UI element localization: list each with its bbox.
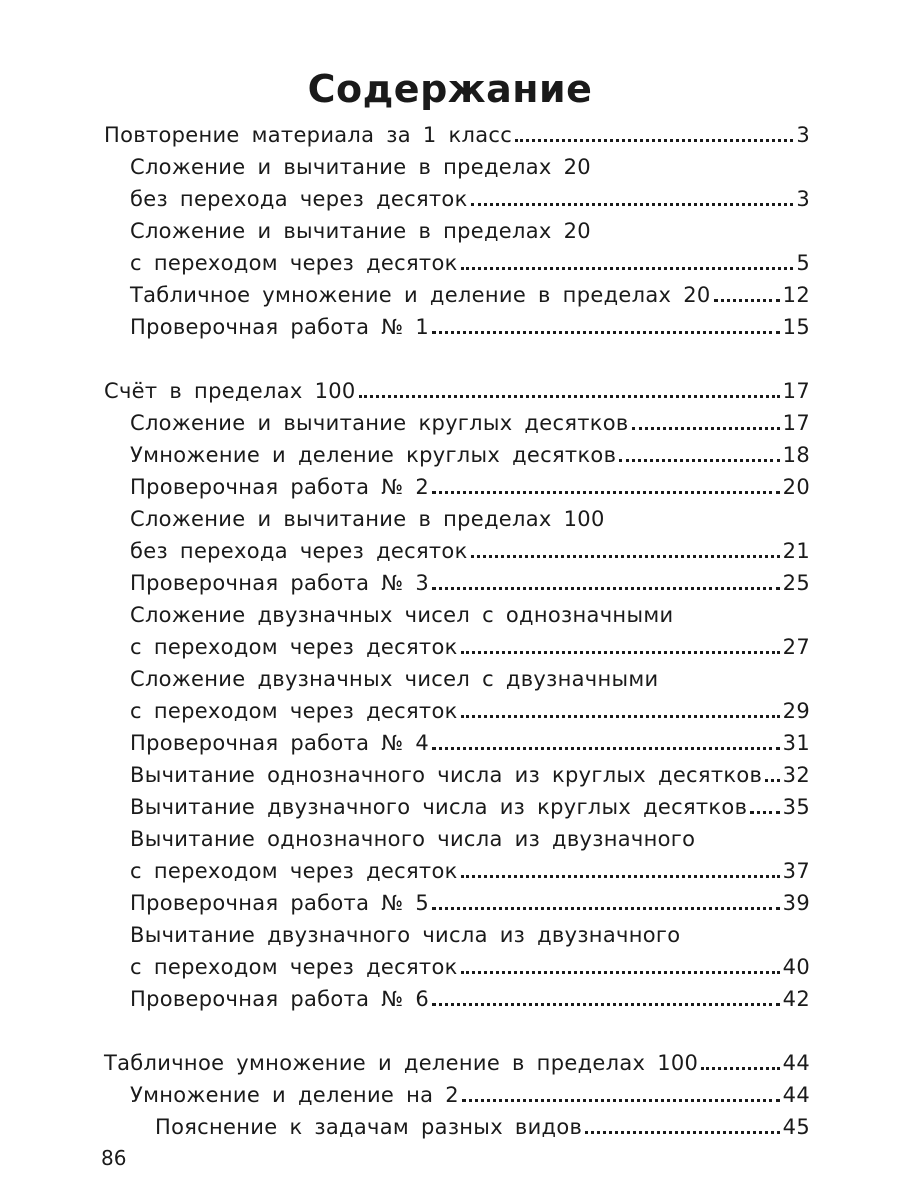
toc-entry	[130, 662, 810, 692]
toc-entry-page: 27	[782, 635, 810, 659]
toc-entry-title: Проверочная работа № 3	[130, 571, 430, 595]
toc-entry-title: Проверочная работа № 1	[130, 315, 430, 339]
toc-entry	[130, 278, 810, 308]
toc-entry	[130, 150, 810, 180]
toc-entry-page: 3	[796, 123, 810, 147]
toc-dot-leader	[432, 1003, 780, 1006]
toc-entry	[130, 566, 810, 596]
toc-entry	[130, 982, 810, 1012]
toc-entry	[130, 758, 810, 788]
toc-entry-title: Проверочная работа № 2	[130, 475, 430, 499]
toc-entry-page: 42	[782, 987, 810, 1011]
toc-entry-page: 29	[782, 699, 810, 723]
toc-entry-page: 18	[782, 443, 810, 467]
toc-entry-title: Пояснение к задачам разных видов	[155, 1115, 583, 1139]
toc-entry-title: Сложение и вычитание в пределах 20	[130, 219, 591, 243]
toc-dot-leader	[432, 491, 780, 494]
toc-dot-leader	[461, 267, 794, 270]
toc-entry-title: Счёт в пределах 100	[104, 379, 356, 403]
toc-dot-leader	[432, 747, 780, 750]
toc-entry-page: 17	[782, 379, 810, 403]
toc-entry-title: Сложение и вычитание в пределах 20	[130, 155, 591, 179]
toc-entry-title: Вычитание однозначного числа из круглых десятков	[130, 763, 763, 787]
toc-entry-page: 17	[782, 411, 810, 435]
toc-dot-leader	[471, 203, 794, 206]
toc-dot-leader	[461, 971, 780, 974]
toc-entry-title: Проверочная работа № 6	[130, 987, 430, 1011]
toc-dot-leader	[714, 299, 780, 302]
toc-entry-title: Повторение материала за 1 класс	[104, 123, 513, 147]
toc-dot-leader	[359, 395, 780, 398]
toc-entry-title: Умножение и деление на 2	[130, 1083, 459, 1107]
toc-dot-leader	[432, 587, 780, 590]
toc-entry-title: Сложение двузначных чисел с однозначными	[130, 603, 674, 627]
toc-dot-leader	[515, 139, 793, 142]
toc-entry	[104, 374, 810, 404]
toc-entry-title: Сложение двузначных чисел с двузначными	[130, 667, 659, 691]
toc-entry	[130, 214, 810, 244]
toc-entry-page: 45	[782, 1115, 810, 1139]
toc-entry	[130, 246, 810, 276]
toc-entry	[130, 534, 810, 564]
toc-entry-title: Вычитание однозначного числа из двузначного	[130, 827, 696, 851]
toc-entry-page: 20	[782, 475, 810, 499]
toc-entry-title: Сложение и вычитание круглых десятков	[130, 411, 629, 435]
toc-dot-leader	[471, 555, 780, 558]
toc-entry-title: Табличное умножение и деление в пределах 20	[130, 283, 711, 307]
toc-dot-leader	[750, 811, 779, 814]
toc-entry-title: без перехода через десяток	[130, 187, 468, 211]
toc-entry-page: 44	[782, 1051, 810, 1075]
toc-entry	[130, 886, 810, 916]
toc-dot-leader	[701, 1067, 779, 1070]
toc-entry-title: с переходом через десяток	[130, 635, 458, 659]
toc-entry	[130, 406, 810, 436]
toc-entry-page: 40	[782, 955, 810, 979]
toc-entry	[130, 1078, 810, 1108]
toc-dot-leader	[432, 907, 780, 910]
toc-entry	[130, 790, 810, 820]
toc-entry	[130, 950, 810, 980]
toc-entry-page: 32	[782, 763, 810, 787]
toc-dot-leader	[461, 715, 780, 718]
toc-entry-title: Вычитание двузначного числа из круглых десятков	[130, 795, 748, 819]
toc-entry-title: Табличное умножение и деление в пределах 100	[104, 1051, 699, 1075]
toc-entry-page: 21	[782, 539, 810, 563]
toc-entry	[104, 1046, 810, 1076]
toc-entry-page: 25	[782, 571, 810, 595]
toc-entry	[130, 470, 810, 500]
toc-entry-page: 3	[796, 187, 810, 211]
toc-entry-title: Проверочная работа № 5	[130, 891, 430, 915]
toc-entry-page: 5	[796, 251, 810, 275]
toc-entry	[130, 630, 810, 660]
toc-entry-page: 39	[782, 891, 810, 915]
toc-entry	[155, 1110, 810, 1140]
toc-dot-leader	[462, 1099, 780, 1102]
toc-dot-leader	[461, 651, 780, 654]
toc-entry	[130, 502, 810, 532]
toc-dot-leader	[432, 331, 780, 334]
page-number: 86	[101, 1146, 127, 1170]
toc-entry-title: с переходом через десяток	[130, 955, 458, 979]
toc-entry	[130, 438, 810, 468]
toc-entry	[130, 694, 810, 724]
toc-entry	[130, 726, 810, 756]
toc-dot-leader	[619, 459, 779, 462]
toc-entry	[130, 598, 810, 628]
toc-entry	[130, 182, 810, 212]
toc-entry	[130, 918, 810, 948]
toc-entry-title: Вычитание двузначного числа из двузначного	[130, 923, 681, 947]
toc-entry	[130, 310, 810, 340]
toc-dot-leader	[585, 1131, 780, 1134]
toc-entry-title: с переходом через десяток	[130, 251, 458, 275]
toc-entry-page: 37	[782, 859, 810, 883]
toc-entry-title: с переходом через десяток	[130, 699, 458, 723]
toc-entry	[130, 822, 810, 852]
toc-entry-title: Проверочная работа № 4	[130, 731, 430, 755]
toc-entry-page: 44	[782, 1083, 810, 1107]
toc-entry-page: 15	[782, 315, 810, 339]
toc-entry-page: 31	[782, 731, 810, 755]
toc-entry-title: Умножение и деление круглых десятков	[130, 443, 617, 467]
toc-entry-page: 12	[782, 283, 810, 307]
toc-dot-leader	[461, 875, 780, 878]
toc-entry-page: 35	[782, 795, 810, 819]
toc-entry-title: без перехода через десяток	[130, 539, 468, 563]
toc-entry	[130, 854, 810, 884]
toc-entry	[104, 118, 810, 148]
toc-dot-leader	[765, 779, 780, 782]
toc-entry-title: Сложение и вычитание в пределах 100	[130, 507, 605, 531]
toc-entry-title: с переходом через десяток	[130, 859, 458, 883]
page-title: Содержание	[307, 67, 593, 112]
toc-dot-leader	[632, 427, 780, 430]
